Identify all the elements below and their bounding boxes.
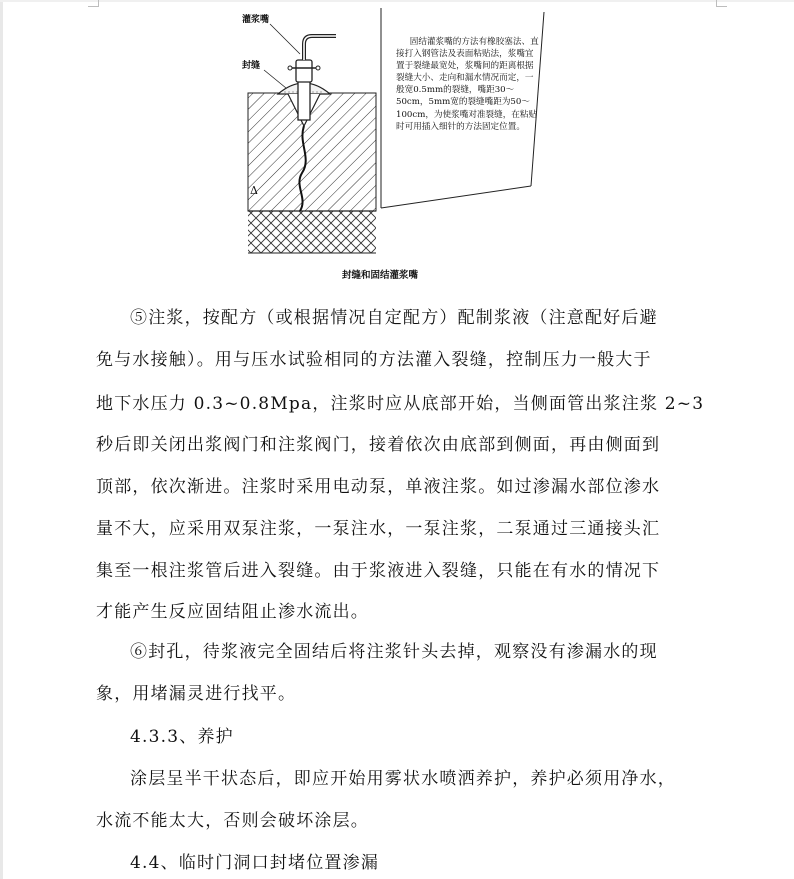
heading-4-4: 4.4、临时门洞口封堵位置渗漏 [130, 853, 380, 873]
paragraph-6-line-1: ⑥封孔，待浆液完全固结后将注浆针头去掉，观察没有渗漏水的现 [130, 642, 658, 662]
nozzle-leader-line [270, 24, 300, 54]
paragraph-5-line-8: 才能产生反应固结阻止渗水流出。 [96, 602, 369, 622]
margin-corner-mark-right [716, 0, 727, 7]
figure-note: 固结灌浆嘴的方法有橡胶塞法、直接打入钢管法及表面粘贴法，浆嘴宜置于裂缝最宽处，浆嘴间的距离根据裂缝大小、走向和漏水情况而定，一般宽0.5mm的裂缝，嘴距30～50cm，5mm宽的裂缝嘴距为50～100cm，为使浆嘴对准裂缝，在粘贴时可用插入细针的方法固定位置。 [396, 37, 539, 132]
paragraph-5-line-2: 免与水接触）。用与压水试验相同的方法灌入裂缝，控制压力一般大于 [96, 350, 652, 370]
paragraph-5-line-3: 地下水压力 0.3~0.8Mpa，注浆时应从底部开始，当侧面管出浆注浆 2~3 [96, 394, 705, 414]
margin-corner-mark-left [88, 0, 99, 7]
supply-pipe [304, 36, 336, 60]
paragraph-5-line-6: 量不大，应采用双泵注浆，一泵注水，一泵注浆，二泵通过三通接头汇 [96, 519, 661, 539]
base-layer-hatch [248, 211, 376, 253]
label-nozzle: 灌浆嘴 [242, 15, 270, 25]
page-edge-top [0, 0, 794, 2]
page-edge [0, 0, 3, 879]
paragraph-6-line-2: 象，用堵漏灵进行找平。 [96, 684, 297, 704]
heading-4-3-3: 4.3.3、养护 [130, 727, 234, 747]
label-seal: 封缝 [242, 61, 261, 71]
label-delta: Δ [250, 184, 258, 197]
paragraph-5-line-1: ⑤注浆，按配方（或根据情况自定配方）配制浆液（注意配好后避 [130, 308, 658, 328]
nozzle-valve [296, 60, 312, 82]
figure-caption: 封缝和固结灌浆嘴 [342, 270, 419, 281]
seal-leader-line [264, 70, 286, 88]
paragraph-4-3-3-line-1: 涂层呈半干状态后，即应开始用雾状水喷洒养护，养护必须用净水， [130, 769, 676, 789]
paragraph-5-line-7: 集至一根注浆管后进入裂缝。由于浆液进入裂缝，只能在有水的情况下 [96, 561, 661, 581]
paragraph-5-line-4: 秒后即关闭出浆阀门和注浆阀门，接着依次由底部到侧面，再由侧面到 [96, 435, 661, 455]
paragraph-4-3-3-line-2: 水流不能太大，否则会破坏涂层。 [96, 811, 369, 831]
grouting-nozzle-figure [236, 8, 556, 281]
nozzle-body [298, 80, 310, 120]
note-box-bottom-edge [381, 186, 531, 208]
paragraph-5-line-5: 顶部，依次渐进。注浆时采用电动泵，单液注浆。如过渗漏水部位渗水 [96, 477, 661, 497]
